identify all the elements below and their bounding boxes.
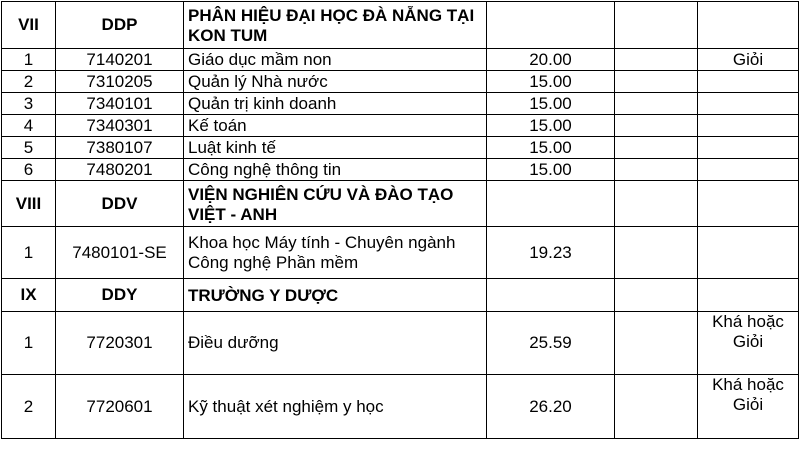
note-cell <box>698 137 799 159</box>
score-cell: 26.20 <box>487 375 615 439</box>
score-cell <box>487 2 615 49</box>
note-cell <box>698 115 799 137</box>
table-row <box>2 49 799 71</box>
table-row <box>2 137 799 159</box>
stt-cell: 1 <box>2 49 56 71</box>
code-cell: 7340301 <box>56 115 184 137</box>
score-cell: 15.00 <box>487 159 615 181</box>
score-cell: 15.00 <box>487 93 615 115</box>
note-cell <box>698 159 799 181</box>
score-cell: 15.00 <box>487 137 615 159</box>
table-row <box>2 71 799 93</box>
stt-cell: 6 <box>2 159 56 181</box>
score-cell: 19.23 <box>487 227 615 279</box>
name-cell: Quản trị kinh doanh <box>184 93 487 115</box>
empty-cell <box>615 93 698 115</box>
name-cell: Giáo dục mầm non <box>184 49 487 71</box>
empty-cell <box>615 312 698 375</box>
stt-cell: VII <box>2 2 56 49</box>
table-row <box>2 115 799 137</box>
score-cell: 20.00 <box>487 49 615 71</box>
admission-score-table <box>1 1 799 439</box>
section-row <box>2 279 799 312</box>
note-cell: Khá hoặc Giỏi <box>698 375 799 439</box>
section-row <box>2 181 799 227</box>
code-cell: 7140201 <box>56 49 184 71</box>
stt-cell: 1 <box>2 312 56 375</box>
stt-cell: 2 <box>2 71 56 93</box>
empty-cell <box>615 2 698 49</box>
section-row <box>2 2 799 49</box>
stt-cell: 3 <box>2 93 56 115</box>
name-cell: PHÂN HIỆU ĐẠI HỌC ĐÀ NẴNG TẠI KON TUM <box>184 2 487 49</box>
name-cell: Khoa học Máy tính - Chuyên ngành Công nghệ Phần mềm <box>184 227 487 279</box>
empty-cell <box>615 159 698 181</box>
note-cell <box>698 279 799 312</box>
table-row <box>2 375 799 439</box>
code-cell: DDP <box>56 2 184 49</box>
name-cell: VIỆN NGHIÊN CỨU VÀ ĐÀO TẠO VIỆT - ANH <box>184 181 487 227</box>
stt-cell: IX <box>2 279 56 312</box>
score-cell: 15.00 <box>487 71 615 93</box>
stt-cell: VIII <box>2 181 56 227</box>
table-row <box>2 312 799 375</box>
code-cell: 7340101 <box>56 93 184 115</box>
empty-cell <box>615 227 698 279</box>
note-cell <box>698 93 799 115</box>
name-cell: Điều dưỡng <box>184 312 487 375</box>
note-cell: Giỏi <box>698 49 799 71</box>
stt-cell: 4 <box>2 115 56 137</box>
empty-cell <box>615 137 698 159</box>
code-cell: 7480201 <box>56 159 184 181</box>
name-cell: Quản lý Nhà nước <box>184 71 487 93</box>
stt-cell: 1 <box>2 227 56 279</box>
empty-cell <box>615 181 698 227</box>
empty-cell <box>615 71 698 93</box>
note-cell <box>698 71 799 93</box>
empty-cell <box>615 115 698 137</box>
name-cell: Luật kinh tế <box>184 137 487 159</box>
stt-cell: 2 <box>2 375 56 439</box>
score-cell: 25.59 <box>487 312 615 375</box>
name-cell: TRƯỜNG Y DƯỢC <box>184 279 487 312</box>
score-cell <box>487 279 615 312</box>
note-cell <box>698 2 799 49</box>
table-row <box>2 227 799 279</box>
empty-cell <box>615 375 698 439</box>
stt-cell: 5 <box>2 137 56 159</box>
note-cell <box>698 227 799 279</box>
name-cell: Công nghệ thông tin <box>184 159 487 181</box>
table-row <box>2 159 799 181</box>
name-cell: Kỹ thuật xét nghiệm y học <box>184 375 487 439</box>
code-cell: 7310205 <box>56 71 184 93</box>
empty-cell <box>615 279 698 312</box>
code-cell: 7380107 <box>56 137 184 159</box>
code-cell: DDY <box>56 279 184 312</box>
name-cell: Kế toán <box>184 115 487 137</box>
empty-cell <box>615 49 698 71</box>
score-cell: 15.00 <box>487 115 615 137</box>
code-cell: DDV <box>56 181 184 227</box>
score-cell <box>487 181 615 227</box>
code-cell: 7720301 <box>56 312 184 375</box>
code-cell: 7720601 <box>56 375 184 439</box>
note-cell <box>698 181 799 227</box>
code-cell: 7480101-SE <box>56 227 184 279</box>
table-row <box>2 93 799 115</box>
note-cell: Khá hoặc Giỏi <box>698 312 799 375</box>
